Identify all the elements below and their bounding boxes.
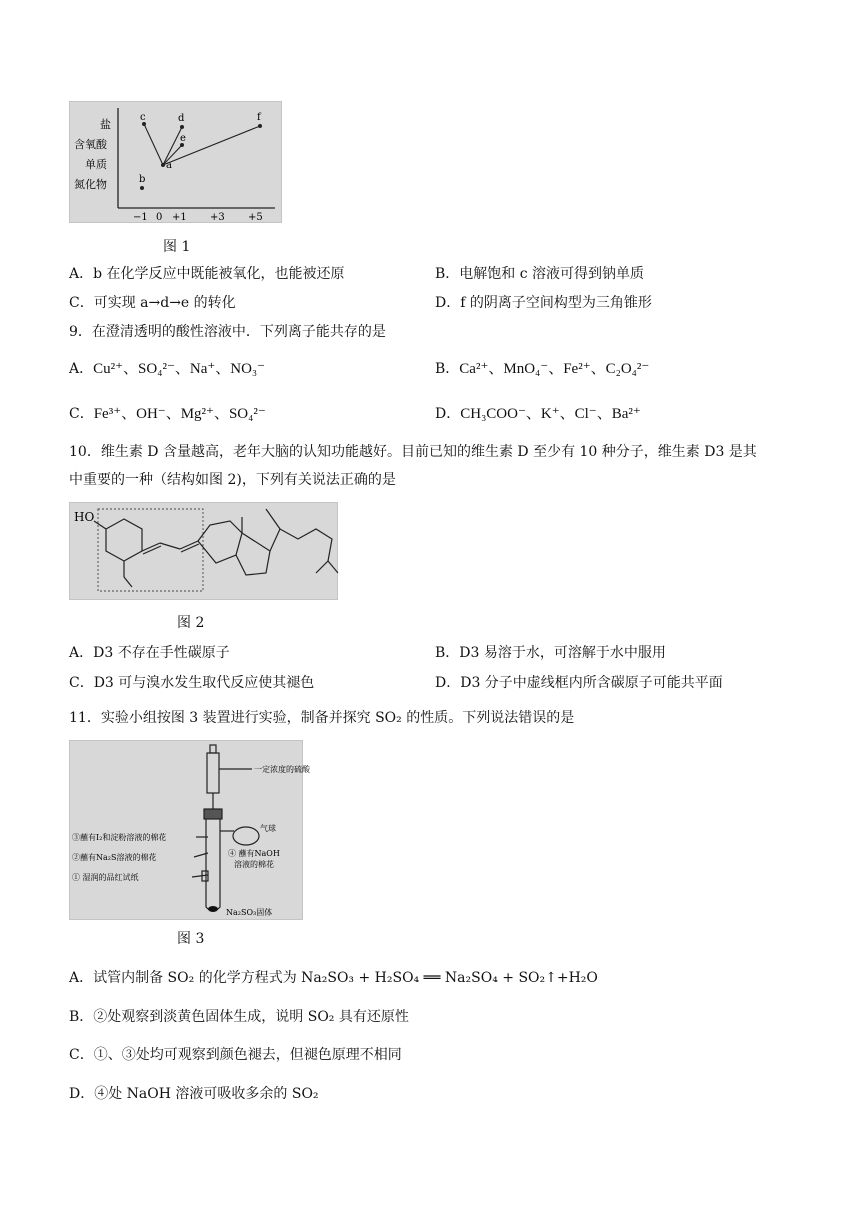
q10-option-d: D．D3 分子中虚线框内所含碳原子可能共平面 (435, 675, 723, 691)
point-f: f (257, 112, 261, 123)
y-label-element: 单质 (85, 158, 107, 171)
q10-stem-line-2: 中重要的一种（结构如图 2)，下列有关说法正确的是 (69, 472, 396, 488)
label-cotton-iodine: ③蘸有I₂和淀粉溶液的棉花 (72, 833, 167, 842)
figure-2-svg (70, 503, 337, 599)
figure-3-apparatus (69, 740, 310, 920)
point-e: e (180, 133, 186, 144)
point-a: a (166, 160, 172, 171)
figure-3-caption: 图 3 (177, 931, 205, 947)
q9-option-b (435, 359, 649, 379)
q9-option-d (435, 404, 641, 424)
y-label-nitride: 氮化物 (74, 178, 107, 191)
x-tick-plus5: +5 (248, 212, 263, 223)
q10-stem-line-1: 10．维生素 D 含量越高，老年大脑的认知功能越好。目前已知的维生素 D 至少有 10 种分子，维生素 D3 是其 (69, 444, 757, 460)
label-na2so3-solid: Na₂SO₃固体 (226, 908, 273, 917)
x-tick-minus1: −1 (133, 212, 148, 223)
q9-option-a (69, 359, 265, 379)
y-label-salt: 盐 (100, 118, 111, 131)
q9-option-c-text: Fe³⁺、OH⁻、Mg²⁺、SO₄²⁻ (93, 406, 266, 422)
q8-option-d: D．f 的阴离子空间构型为三角锥形 (435, 295, 652, 311)
figure-1-svg (70, 102, 281, 222)
q10-option-a: A．D3 不存在手性碳原子 (69, 645, 230, 661)
q9-stem: 9．在澄清透明的酸性溶液中．下列离子能共存的是 (69, 324, 386, 340)
q9-option-a-label: A． (69, 361, 94, 377)
x-tick-plus3: +3 (210, 212, 225, 223)
x-tick-0: 0 (156, 212, 163, 223)
q9-option-d-label: D． (435, 406, 461, 422)
point-d: d (178, 113, 185, 124)
point-b: b (139, 174, 146, 185)
q9-option-b-text: Ca²⁺、MnO₄⁻、Fe²⁺、C₂O₄²⁻ (459, 361, 650, 377)
label-magenta-paper: ① 湿润的品红试纸 (72, 873, 139, 882)
point-c: c (140, 112, 146, 123)
hydroxyl-label: HO (74, 510, 95, 524)
q8-option-a: A．b 在化学反应中既能被氧化，也能被还原 (69, 266, 345, 282)
label-balloon: 气球 (260, 824, 276, 833)
label-sulfuric-acid: 一定浓度的硫酸 (254, 765, 310, 774)
label-cotton-naoh-1: ④ 蘸有NaOH (228, 849, 280, 858)
q11-option-b: B．②处观察到淡黄色固体生成，说明 SO₂ 具有还原性 (69, 1009, 409, 1025)
q10-option-c: C．D3 可与溴水发生取代反应使其褪色 (69, 675, 315, 691)
q11-option-d: D．④处 NaOH 溶液可吸收多余的 SO₂ (69, 1086, 319, 1102)
figure-3-svg (70, 741, 310, 919)
x-tick-plus1: +1 (172, 212, 187, 223)
figure-2-vitamin-d3-structure (69, 502, 338, 600)
figure-2-caption: 图 2 (177, 615, 205, 631)
q11-option-a: A．试管内制备 SO₂ 的化学方程式为 Na₂SO₃ + H₂SO₄ ══ Na₂SO₄ + SO₂↑+H₂O (69, 970, 598, 986)
figure-1-valence-chart (69, 101, 282, 223)
q11-option-c: C．①、③处均可观察到颜色褪去，但褪色原理不相同 (69, 1047, 402, 1063)
q8-option-c: C．可实现 a→d→e 的转化 (69, 295, 236, 311)
q9-option-c (69, 404, 266, 424)
y-label-oxyacid: 含氧酸 (74, 138, 107, 151)
q9-option-d-text: CH₃COO⁻、K⁺、Cl⁻、Ba²⁺ (460, 406, 641, 422)
q10-option-b: B．D3 易溶于水，可溶解于水中服用 (435, 645, 666, 661)
q9-option-a-text: Cu²⁺、SO₄²⁻、Na⁺、NO₃⁻ (93, 361, 266, 377)
q9-option-c-label: C． (69, 406, 94, 422)
q11-stem: 11．实验小组按图 3 装置进行实验，制备并探究 SO₂ 的性质。下列说法错误的是 (69, 710, 575, 726)
label-cotton-naoh-2: 溶液的棉花 (234, 860, 274, 869)
q8-option-b: B．电解饱和 c 溶液可得到钠单质 (435, 266, 645, 282)
q9-option-b-label: B． (435, 361, 460, 377)
figure-1-caption: 图 1 (163, 239, 191, 255)
label-cotton-na2s: ②蘸有Na₂S溶液的棉花 (72, 853, 157, 862)
